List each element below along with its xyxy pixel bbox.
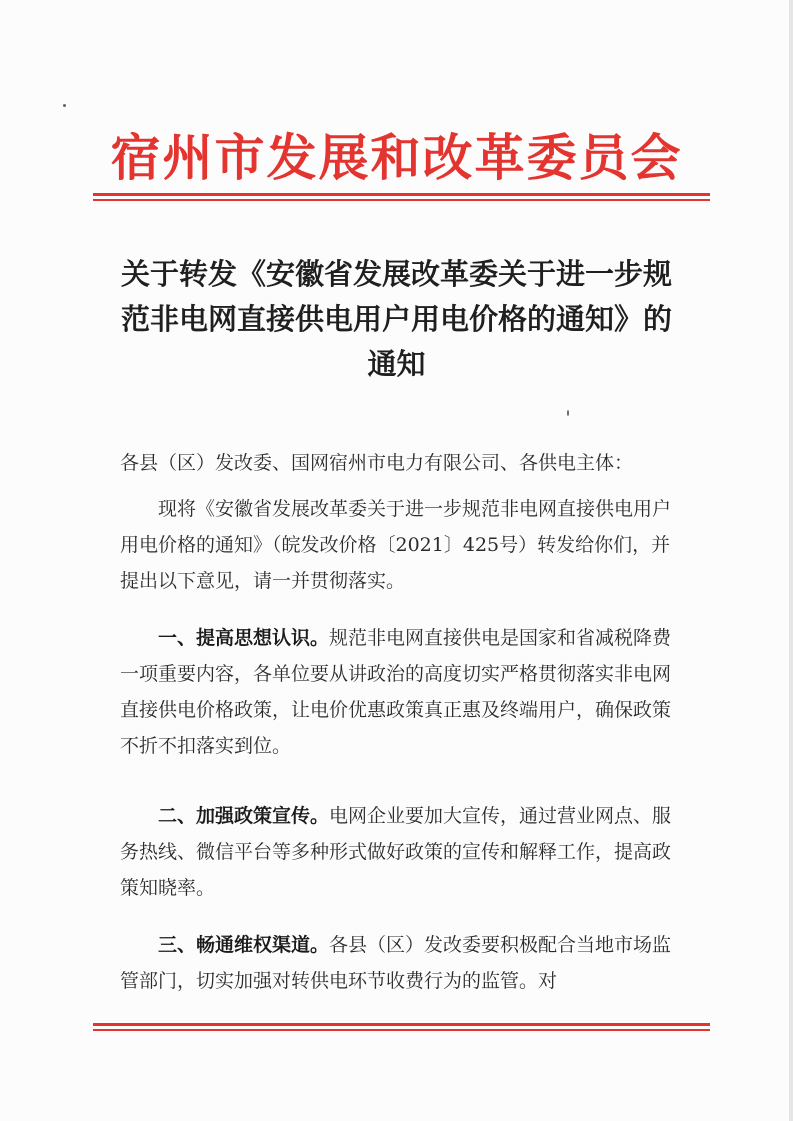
scan-speck (567, 410, 569, 416)
scan-speck (63, 104, 66, 107)
footer-red-rule (93, 1023, 710, 1026)
org-header-title: 宿州市发展和改革委员会 (110, 128, 683, 187)
item-paragraph-2 (120, 798, 680, 906)
document-title (100, 252, 693, 387)
intro-paragraph: 现将《安徽省发展改革委关于进一步规范非电网直接供电用户用电价格的通知》（皖发改价格〔2021〕425号）转发给你们，并提出以下意见，请一并贯彻落实。 (120, 498, 672, 592)
footer-red-rule-thin (93, 1029, 710, 1031)
item-paragraph-1 (120, 620, 680, 764)
item-text: 电网企业要加大宣传，通过营业网点、服务热线、微信平台等多种形式做好政策的宣传和解释工作，提高政策知晓率。 (120, 805, 672, 899)
document-title-line: 范非电网直接供电用户用电价格的通知》的 (120, 302, 672, 336)
item-text: 各县（区）发改委要积极配合当地市场监管部门，切实加强对转供电环节收费行为的监管。对 (120, 934, 672, 992)
item-heading: 一、提高思想认识。 (158, 627, 330, 649)
recipients-line: 各县（区）发改委、国网宿州市电力有限公司、各供电主体： (120, 452, 634, 474)
item-text: 规范非电网直接供电是国家和省减税降费一项重要内容，各单位要从讲政治的高度切实严格贯彻落实非电网直接供电价格政策，让电价优惠政策真正惠及终端用户，确保政策不折不扣落实到位。 (120, 627, 672, 757)
item-paragraph-3 (120, 927, 680, 999)
document-title-line: 通知 (367, 347, 426, 381)
header-red-rule-thin (93, 199, 710, 201)
item-heading: 三、畅通维权渠道。 (158, 934, 330, 956)
document-title-line: 关于转发《安徽省发展改革委关于进一步规 (120, 257, 672, 291)
header-red-rule (93, 193, 710, 196)
item-heading: 二、加强政策宣传。 (158, 805, 330, 827)
